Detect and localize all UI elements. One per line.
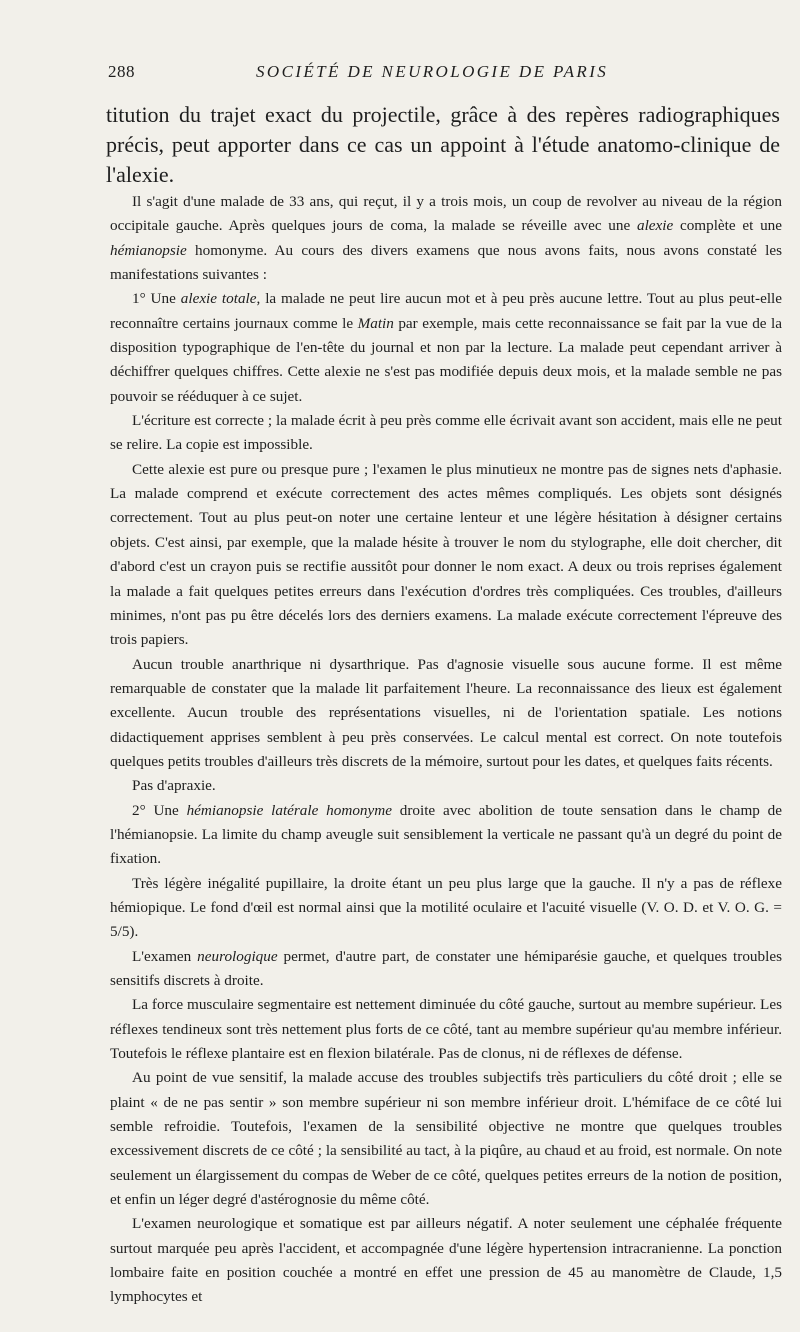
paragraph-text: La force musculaire segmentaire est nettement diminuée du côté gauche, surtout au membre supérieur. Les réflexes tendineux sont très nettement plus forts de ce côté, tant au membre supérieur qu'au membre inférieur. Toutefois le réflexe plantaire est en flexion bilatérale. Pas de clonus, ni de réflexes de défense. (110, 996, 782, 1063)
paragraph-text: L'écriture est correcte ; la malade écrit à peu près comme elle écrivait avant son accident, mais elle ne peut se relire. La copie est impossible. (110, 412, 782, 454)
paragraph-text: Pas d'apraxie. (132, 777, 216, 795)
paragraph-text: Aucun trouble anarthrique ni dysarthrique. Pas d'agnosie visuelle sous aucune forme. Il est même remarquable de constater que la malade lit parfaitement l'heure. La reconnaissance des lieux est également excellente. Aucun trouble des représentations visuelles, ni de l'orientation spatiale. Les notions didactiquement apprises semblent à peu près conservées. Le calcul mental est correct. On note toutefois quelques petits troubles d'ailleurs très discrets de la mémoire, surtout pour les dates, et quelques faits récents. (110, 655, 782, 770)
paragraph-text: droite avec abolition de toute sensation dans le champ de l'hémianopsie. La limite du champ aveugle suit sensiblement la verticale ne passant qu'à un degré du point de fixation. (110, 801, 782, 868)
italic-term: alexie totale (180, 290, 257, 308)
running-title: SOCIÉTÉ DE NEUROLOGIE DE PARIS (256, 62, 609, 81)
paragraph-p4 (110, 458, 782, 653)
italic-term: neurologique (197, 947, 278, 965)
paragraph-p10 (110, 993, 782, 1066)
italic-term: Matin (357, 314, 394, 332)
italic-term: hémianopsie latérale homonyme (186, 801, 392, 819)
paragraph-text: permet, d'autre part, de constater une hémiparésie gauche, et quelques troubles sensitifs discrets à droite. (110, 947, 782, 989)
paragraph-p7 (110, 799, 782, 872)
paragraph-p3 (110, 409, 782, 458)
paragraph-text: Cette alexie est pure ou presque pure ; l'examen le plus minutieux ne montre pas de signes nets d'aphasie. La malade comprend et exécute correctement des actes mêmes compliqués. Les objets sont désignés correctement. Tout au plus peut-on noter une certaine lenteur et une légère hésitation à désigner certains objets. C'est ainsi, par exemple, que la malade hésite à trouver le nom du stylographe, elle doit chercher, dit d'abord c'est un crayon puis se rectifie aussitôt pour donner le nom exact. A deux ou trois reprises également la malade a fait quelques petites erreurs dans l'exécution d'ordres très compliquées. Ces troubles, d'ailleurs minimes, n'ont pas pu être décelés lors des derniers examens. La malade exécute correctement l'épreuve des trois papiers. (110, 460, 782, 649)
paragraph-p9 (110, 945, 782, 994)
paragraph-p2 (110, 287, 782, 409)
body-text (110, 190, 782, 1310)
page-header (108, 62, 760, 84)
paragraph-p12 (110, 1212, 782, 1309)
paragraph-p1 (110, 190, 782, 287)
paragraph-text: , la malade ne peut lire aucun mot et à peu près aucune lettre. Tout au plus peut-elle reconnaître certains journaux comme le (110, 290, 782, 332)
paragraph-text: Très légère inégalité pupillaire, la droite étant un peu plus large que la gauche. Il n'y a pas de réflexe hémiopique. Le fond d'œil est normal ainsi que la motilité oculaire et l'acuité visuelle (V. O. D. et V. O. G. = 5/5). (110, 874, 782, 941)
paragraph-p8 (110, 872, 782, 945)
paragraph-p11 (110, 1066, 782, 1212)
paragraph-text: homonyme. Au cours des divers examens que nous avons faits, nous avons constaté les manifestations suivantes : (110, 241, 782, 284)
paragraph-text: 2° Une (132, 801, 187, 819)
italic-term: alexie (636, 217, 674, 235)
lead-paragraph: titution du trajet exact du projectile, grâce à des repères radiographiques précis, peut apporter dans ce cas un appoint à l'étude anatomo-clinique de l'alexie. (106, 102, 780, 187)
paragraph-text: Il s'agit d'une malade de 33 ans, qui reçut, il y a trois mois, un coup de revolver au niveau de la région occipitale gauche. Après quelques jours de coma, la malade se réveille avec une (110, 193, 782, 235)
paragraph-p6 (110, 774, 782, 798)
paragraph-text: complète et une (673, 217, 782, 235)
paragraph-text: par exemple, mais cette reconnaissance se fait par la vue de la disposition typographique de l'en-tête du journal et non par la lecture. La malade peut cependant arriver à déchiffrer quelques chiffres. Cette alexie ne s'est pas modifiée depuis deux mois, et la malade semble ne pas pouvoir se rééduquer à ce sujet. (110, 314, 782, 405)
page-number: 288 (108, 62, 135, 81)
italic-term: hémianopsie (110, 241, 187, 259)
paragraph-p5 (110, 653, 782, 775)
paragraph-text: Au point de vue sensitif, la malade accuse des troubles subjectifs très particuliers du côté droit ; elle se plaint « de ne pas sentir » son membre supérieur ni son membre inférieur droit. L'hémiface de ce côté lui semble refroidie. Toutefois, l'examen de la sensibilité objective ne montre que quelques troubles excessivement discrets de ce côté ; la sensibilité au tact, à la piqûre, au chaud et au froid, est normale. On note seulement un élargissement du compas de Weber de ce côté, quelques petites erreurs de la notion de position, et enfin un léger degré d'astérognosie du même côté. (110, 1069, 782, 1209)
paragraph-text: 1° Une (132, 290, 181, 308)
paragraph-text: L'examen (132, 947, 198, 965)
paragraph-text: L'examen neurologique et somatique est par ailleurs négatif. A noter seulement une céphalée fréquente surtout marquée peu après l'accident, et accompagnée d'une légère hypertension intracranienne. La ponction lombaire faite en position couchée a montré en effet une pression de 45 au manomètre de Claude, 1,5 lymphocytes et (110, 1215, 782, 1306)
